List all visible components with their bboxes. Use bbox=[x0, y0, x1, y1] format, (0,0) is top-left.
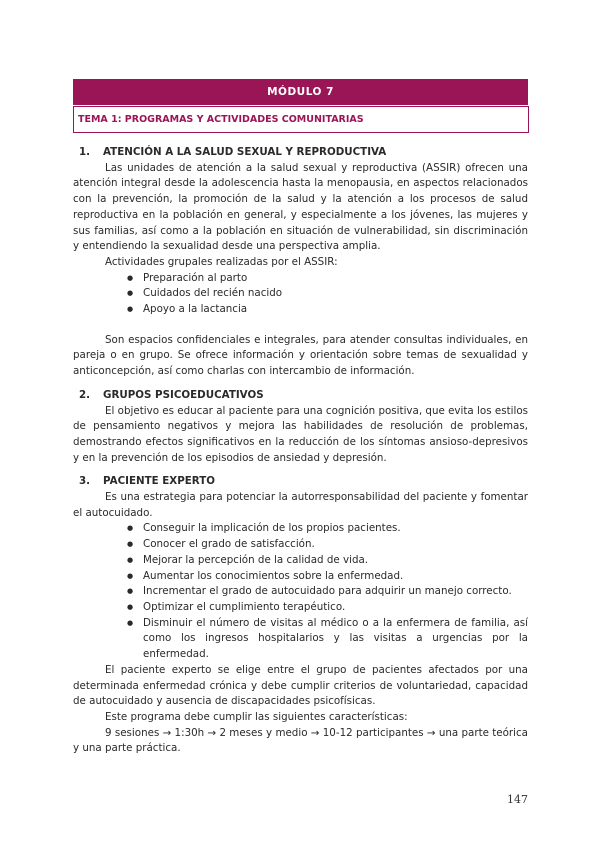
list-item: ● Mejorar la percepción de la calidad de vida. bbox=[127, 553, 528, 569]
list-item: ● Conseguir la implicación de los propios pacientes. bbox=[127, 521, 528, 537]
section-number: 3. bbox=[79, 475, 91, 488]
page-number: 147 bbox=[507, 793, 528, 806]
paragraph: Actividades grupales realizadas por el ASSIR: bbox=[105, 255, 338, 268]
list-item: ● Optimizar el cumplimiento terapéutico. bbox=[127, 600, 528, 616]
spacer bbox=[73, 318, 528, 333]
paragraph: 9 sesiones → 1:30h → 2 meses y medio → 10-12 participantes → una parte teórica y una parte práctica. bbox=[73, 726, 528, 755]
section-number: 2. bbox=[79, 388, 91, 401]
list-item: ● Incrementar el grado de autocuidado para adquirir un manejo correcto. bbox=[127, 584, 528, 600]
bullet-list bbox=[73, 521, 528, 662]
section-heading bbox=[73, 145, 528, 161]
section-title: GRUPOS PSICOEDUCATIVOS bbox=[103, 388, 264, 401]
paragraph: Es una estrategia para potenciar la autorresponsabilidad del paciente y fomentar el autocuidado. bbox=[73, 491, 528, 519]
list-item: ● Apoyo a la lactancia bbox=[127, 302, 528, 318]
section-title: PACIENTE EXPERTO bbox=[103, 475, 216, 488]
section-heading bbox=[73, 474, 528, 490]
topic-header: TEMA 1: PROGRAMAS Y ACTIVIDADES COMUNITARIAS bbox=[73, 106, 529, 133]
paragraph: Este programa debe cumplir las siguientes características: bbox=[105, 710, 408, 723]
list-item: ● Preparación al parto bbox=[127, 271, 528, 287]
section-number: 1. bbox=[79, 146, 91, 158]
paragraph: Son espacios confidenciales e integrales, para atender consultas individuales, en pareja o en grupo. Se ofrece información y orientación sobre temas de sexualidad y anticoncepción, así como charlas con intercambio de información. bbox=[73, 333, 528, 378]
section-heading bbox=[73, 388, 528, 404]
section-title: ATENCIÓN A LA SALUD SEXUAL Y REPRODUCTIVA bbox=[103, 146, 387, 158]
module-header: MÓDULO 7 bbox=[73, 79, 528, 105]
list-item: ● Conocer el grado de satisfacción. bbox=[127, 537, 528, 553]
list-item: ● Disminuir el número de visitas al médico o a la enfermera de familia, así como los ingresos hospitalarios y las visitas a urgencias por la enfermedad. bbox=[127, 616, 528, 663]
document-body bbox=[73, 143, 528, 757]
paragraph: Las unidades de atención a la salud sexual y reproductiva (ASSIR) ofrecen una atención integral desde la adolescencia hasta la menopausia, en aspectos relacionados con la prevención, la promoción de la salud y la atención a los procesos de salud reproductiva en la población en general, y especialmente a los jóvenes, las mujeres y sus familias, así como a la población en situación de vulnerabilidad, sin discriminación y entendiendo la sexualidad desde una perspectiva amplia. bbox=[73, 161, 528, 253]
bullet-list bbox=[73, 271, 528, 318]
paragraph: El objetivo es educar al paciente para una cognición positiva, que evita los estilos de pensamiento negativos y mejora las habilidades de resolución de problemas, demostrando efectos significativos en la reducción de los síntomas ansioso-depresivos y en la prevención de los episodios de ansiedad y depresión. bbox=[73, 404, 528, 464]
paragraph: El paciente experto se elige entre el grupo de pacientes afectados por una determinada enfermedad crónica y debe cumplir criterios de voluntariedad, capacidad de autocuidado y ausencia de discapacidades psicofísicas. bbox=[73, 663, 528, 708]
list-item: ● Cuidados del recién nacido bbox=[127, 286, 528, 302]
list-item: ● Aumentar los conocimientos sobre la enfermedad. bbox=[127, 569, 528, 585]
